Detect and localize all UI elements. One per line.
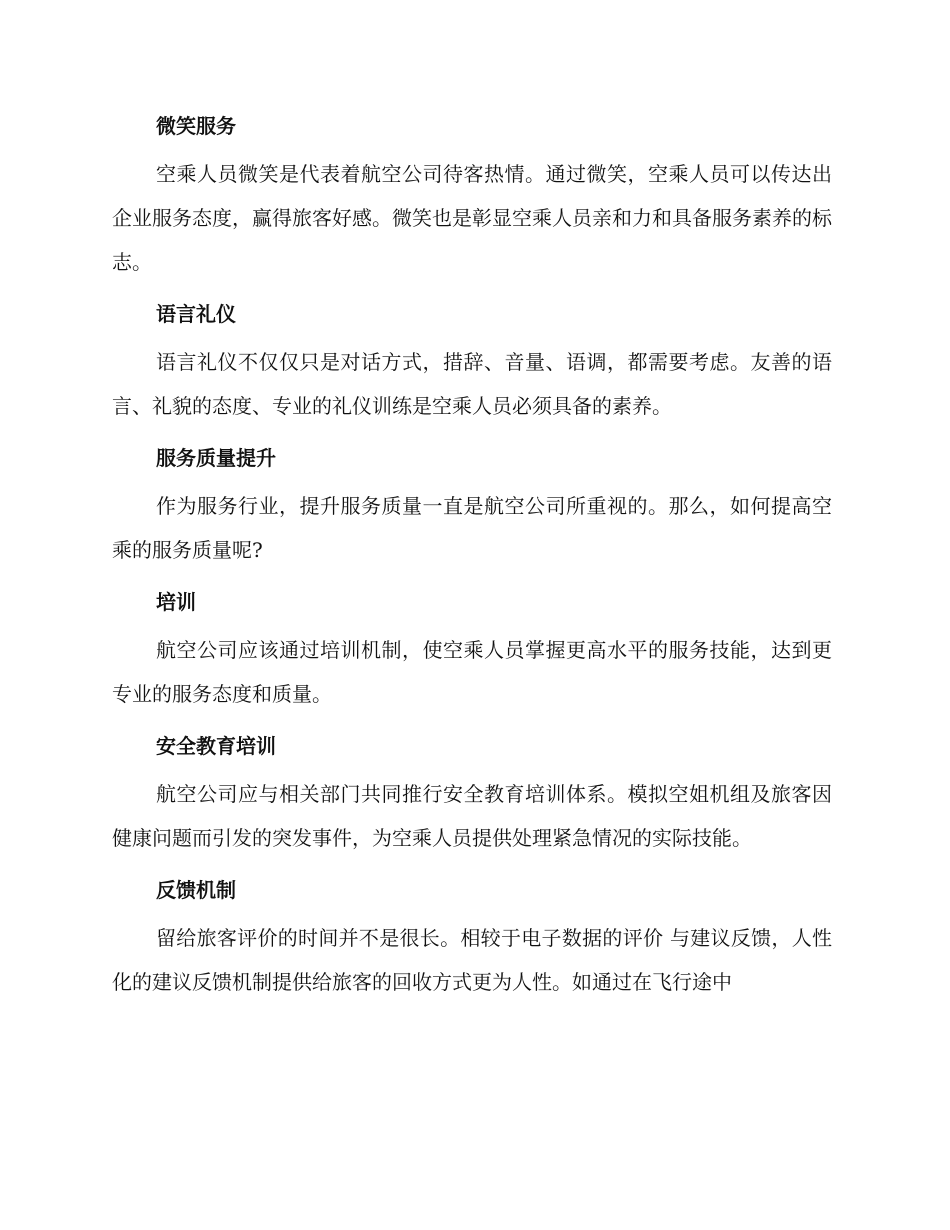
document-page bbox=[112, 104, 832, 1012]
section-heading-smile-service: 微笑服务 bbox=[156, 114, 236, 138]
section-body-safety-training: 航空公司应与相关部门共同推行安全教育培训体系。模拟空姐机组及旅客因健康问题而引发的突发事件，为空乘人员提供处理紧急情况的实际技能。 bbox=[112, 782, 832, 850]
section-heading-training: 培训 bbox=[156, 590, 196, 614]
section-body-training: 航空公司应该通过培训机制，使空乘人员掌握更高水平的服务技能，达到更专业的服务态度和质量。 bbox=[112, 638, 832, 706]
section-body-feedback: 留给旅客评价的时间并不是很长。相较于电子数据的评价 与建议反馈，人性化的建议反馈机制提供给旅客的回收方式更为人性。如通过在飞行途中 bbox=[112, 926, 832, 994]
section-heading-language-etiquette: 语言礼仪 bbox=[156, 302, 236, 326]
section-body-smile-service: 空乘人员微笑是代表着航空公司待客热情。通过微笑，空乘人员可以传达出企业服务态度，赢得旅客好感。微笑也是彰显空乘人员亲和力和具备服务素养的标志。 bbox=[112, 162, 832, 274]
section-heading-feedback: 反馈机制 bbox=[156, 878, 236, 902]
section-heading-safety-training: 安全教育培训 bbox=[156, 734, 276, 758]
section-heading-service-quality: 服务质量提升 bbox=[156, 446, 276, 470]
section-body-language-etiquette: 语言礼仪不仅仅只是对话方式，措辞、音量、语调，都需要考虑。友善的语言、礼貌的态度、专业的礼仪训练是空乘人员必须具备的素养。 bbox=[112, 350, 832, 418]
section-body-service-quality: 作为服务行业，提升服务质量一直是航空公司所重视的。那么，如何提高空乘的服务质量呢? bbox=[112, 494, 832, 562]
